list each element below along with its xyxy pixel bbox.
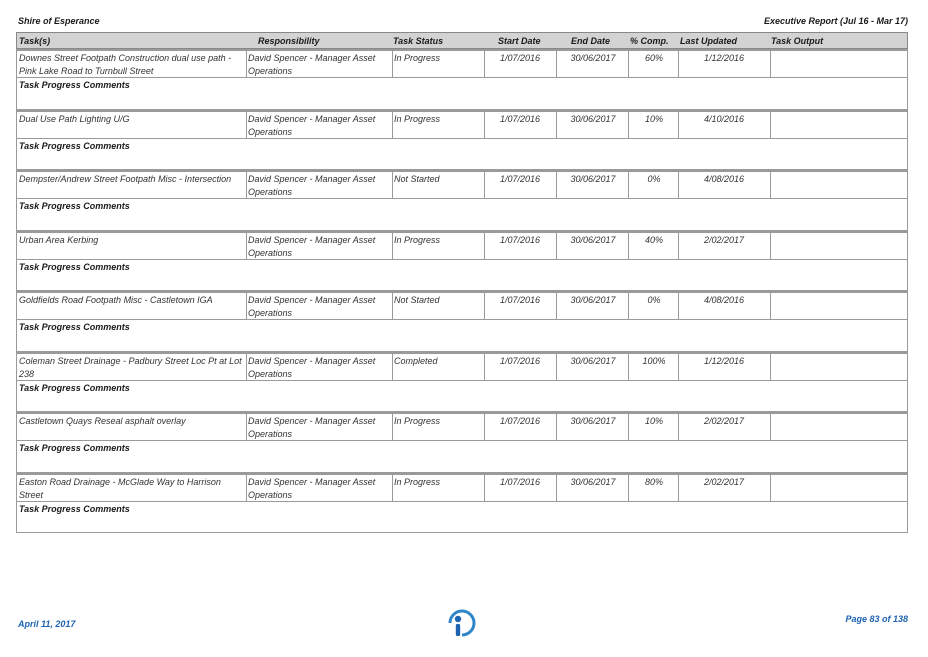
task-responsibility: David Spencer - Manager Asset Operations — [248, 53, 376, 76]
report-header-title: Executive Report (Jul 16 - Mar 17) — [763, 16, 908, 26]
task-status: In Progress — [394, 53, 441, 63]
column-divider — [392, 172, 393, 199]
task-start-date: 1/07/2016 — [499, 234, 541, 245]
col-task: Task(s) — [19, 36, 51, 46]
task-main-row — [16, 170, 908, 199]
task-main-row — [16, 412, 908, 441]
task-name: Downes Street Footpath Construction dual use path - Pink Lake Road to Turnbull Street — [19, 53, 232, 76]
task-main-row — [16, 291, 908, 320]
column-divider — [484, 293, 485, 320]
col-start: Start Date — [498, 36, 541, 46]
info-logo-icon — [440, 606, 478, 643]
task-status: Not Started — [394, 174, 440, 184]
column-divider — [678, 414, 679, 441]
task-last-updated: 4/10/2016 — [703, 113, 745, 124]
column-divider — [484, 475, 485, 502]
task-last-updated: 4/08/2016 — [703, 174, 745, 184]
task-name: Dempster/Andrew Street Footpath Misc - Intersection — [19, 174, 232, 184]
column-divider — [392, 233, 393, 260]
task-row — [16, 412, 908, 473]
column-divider — [628, 172, 629, 199]
task-row — [16, 49, 908, 110]
task-comments-box — [16, 320, 908, 352]
task-comments-box — [16, 139, 908, 171]
task-last-updated: 2/02/2017 — [703, 416, 745, 426]
column-divider — [392, 51, 393, 78]
report-header-org: Shire of Esperance — [18, 16, 100, 26]
col-end: End Date — [571, 36, 611, 46]
column-divider — [678, 475, 679, 502]
task-percent-complete: 0% — [647, 295, 661, 305]
column-divider — [556, 293, 557, 320]
col-pct: % Comp. — [630, 36, 669, 46]
column-divider — [770, 172, 771, 199]
column-divider — [246, 233, 247, 260]
column-divider — [556, 233, 557, 260]
task-start-date: 1/07/2016 — [499, 53, 541, 63]
task-comments-box — [16, 441, 908, 473]
column-divider — [678, 51, 679, 78]
task-comments-box — [16, 78, 908, 110]
column-divider — [628, 233, 629, 260]
column-divider — [556, 354, 557, 381]
task-name: Castletown Quays Reseal asphalt overlay — [19, 416, 186, 426]
footer-date: April 11, 2017 — [18, 619, 76, 629]
task-comments-label: Task Progress Comments — [19, 503, 130, 514]
task-output — [772, 354, 902, 381]
column-divider — [484, 172, 485, 199]
column-divider — [628, 414, 629, 441]
task-percent-complete: 100% — [642, 355, 666, 366]
column-divider — [246, 354, 247, 381]
column-divider — [678, 233, 679, 260]
column-divider — [246, 293, 247, 320]
task-table — [16, 49, 908, 533]
column-divider — [770, 112, 771, 139]
task-responsibility: David Spencer - Manager Asset Operations — [248, 476, 376, 500]
task-row — [16, 110, 908, 171]
column-divider — [392, 112, 393, 139]
task-output — [772, 475, 902, 502]
task-end-date: 30/06/2017 — [570, 113, 616, 124]
task-start-date: 1/07/2016 — [499, 476, 541, 487]
task-output — [772, 414, 902, 441]
column-divider — [628, 475, 629, 502]
column-divider — [392, 475, 393, 502]
column-divider — [628, 354, 629, 381]
column-divider — [556, 475, 557, 502]
column-divider — [678, 112, 679, 139]
task-percent-complete: 10% — [644, 113, 663, 124]
task-comments-label: Task Progress Comments — [19, 443, 130, 453]
column-divider — [484, 51, 485, 78]
task-output — [772, 172, 902, 199]
column-divider — [484, 414, 485, 441]
task-end-date: 30/06/2017 — [570, 476, 616, 487]
task-percent-complete: 40% — [644, 234, 663, 245]
column-divider — [770, 293, 771, 320]
column-divider — [484, 233, 485, 260]
task-end-date: 30/06/2017 — [570, 53, 616, 63]
task-start-date: 1/07/2016 — [499, 355, 541, 366]
task-start-date: 1/07/2016 — [499, 174, 541, 184]
task-end-date: 30/06/2017 — [570, 234, 616, 245]
task-status: In Progress — [394, 476, 441, 487]
task-start-date: 1/07/2016 — [499, 113, 541, 124]
column-divider — [246, 51, 247, 78]
task-name: Coleman Street Drainage - Padbury Street Loc Pt at Lot 238 — [19, 355, 242, 379]
task-status: In Progress — [394, 234, 441, 245]
task-main-row — [16, 231, 908, 260]
column-divider — [556, 172, 557, 199]
column-divider — [770, 354, 771, 381]
task-percent-complete: 60% — [644, 53, 663, 63]
task-comments-box — [16, 199, 908, 231]
task-name: Easton Road Drainage - McGlade Way to Harrison Street — [19, 476, 221, 500]
col-status: Task Status — [393, 36, 444, 46]
column-divider — [556, 112, 557, 139]
task-comments-label: Task Progress Comments — [19, 261, 130, 272]
column-divider — [770, 233, 771, 260]
task-status: Not Started — [394, 295, 440, 305]
task-end-date: 30/06/2017 — [570, 174, 616, 184]
col-output: Task Output — [771, 36, 824, 46]
task-output — [772, 293, 902, 320]
task-main-row — [16, 110, 908, 139]
task-comments-label: Task Progress Comments — [19, 382, 130, 393]
column-divider — [246, 414, 247, 441]
column-divider — [246, 172, 247, 199]
column-divider — [556, 414, 557, 441]
task-responsibility: David Spencer - Manager Asset Operations — [248, 174, 376, 197]
task-comments-box — [16, 260, 908, 292]
task-percent-complete: 0% — [647, 174, 661, 184]
col-updated: Last Updated — [680, 36, 738, 46]
column-divider — [770, 475, 771, 502]
column-divider — [484, 354, 485, 381]
column-divider — [678, 354, 679, 381]
column-divider — [392, 414, 393, 441]
task-main-row — [16, 49, 908, 78]
task-output — [772, 233, 902, 260]
task-last-updated: 1/12/2016 — [703, 53, 745, 63]
task-last-updated: 2/02/2017 — [703, 476, 745, 487]
footer-page-number: Page 83 of 138 — [845, 614, 908, 624]
column-divider — [628, 293, 629, 320]
column-divider — [246, 475, 247, 502]
column-divider — [770, 414, 771, 441]
task-start-date: 1/07/2016 — [499, 416, 541, 426]
col-responsibility: Responsibility — [258, 36, 320, 46]
task-percent-complete: 80% — [644, 476, 663, 487]
task-status: In Progress — [394, 113, 441, 124]
task-status: In Progress — [394, 416, 441, 426]
task-name: Goldfields Road Footpath Misc - Castletown IGA — [19, 295, 213, 305]
task-end-date: 30/06/2017 — [570, 355, 616, 366]
task-comments-label: Task Progress Comments — [19, 201, 130, 211]
task-main-row — [16, 473, 908, 502]
task-comments-label: Task Progress Comments — [19, 80, 130, 90]
task-comments-label: Task Progress Comments — [19, 140, 130, 151]
column-divider — [246, 112, 247, 139]
task-row — [16, 170, 908, 231]
task-row — [16, 291, 908, 352]
task-comments-box — [16, 502, 908, 534]
column-divider — [556, 51, 557, 78]
column-divider — [484, 112, 485, 139]
task-start-date: 1/07/2016 — [499, 295, 541, 305]
task-last-updated: 2/02/2017 — [703, 234, 745, 245]
task-name: Dual Use Path Lighting U/G — [19, 113, 130, 124]
task-end-date: 30/06/2017 — [570, 416, 616, 426]
column-divider — [628, 112, 629, 139]
task-last-updated: 1/12/2016 — [703, 355, 745, 366]
task-responsibility: David Spencer - Manager Asset Operations — [248, 355, 376, 379]
task-status: Completed — [394, 355, 438, 366]
task-responsibility: David Spencer - Manager Asset Operations — [248, 234, 376, 258]
task-responsibility: David Spencer - Manager Asset Operations — [248, 113, 376, 137]
task-name: Urban Area Kerbing — [19, 234, 99, 245]
column-divider — [628, 51, 629, 78]
column-divider — [678, 293, 679, 320]
task-output — [772, 51, 902, 78]
column-divider — [392, 354, 393, 381]
task-comments-label: Task Progress Comments — [19, 322, 130, 332]
column-divider — [678, 172, 679, 199]
column-divider — [770, 51, 771, 78]
task-end-date: 30/06/2017 — [570, 295, 616, 305]
task-responsibility: David Spencer - Manager Asset Operations — [248, 295, 376, 318]
task-main-row — [16, 352, 908, 381]
column-divider — [392, 293, 393, 320]
task-row — [16, 352, 908, 413]
table-column-headers — [16, 32, 908, 49]
task-percent-complete: 10% — [644, 416, 663, 426]
task-comments-box — [16, 381, 908, 413]
task-row — [16, 473, 908, 534]
task-last-updated: 4/08/2016 — [703, 295, 745, 305]
task-row — [16, 231, 908, 292]
task-output — [772, 112, 902, 139]
task-responsibility: David Spencer - Manager Asset Operations — [248, 416, 376, 439]
